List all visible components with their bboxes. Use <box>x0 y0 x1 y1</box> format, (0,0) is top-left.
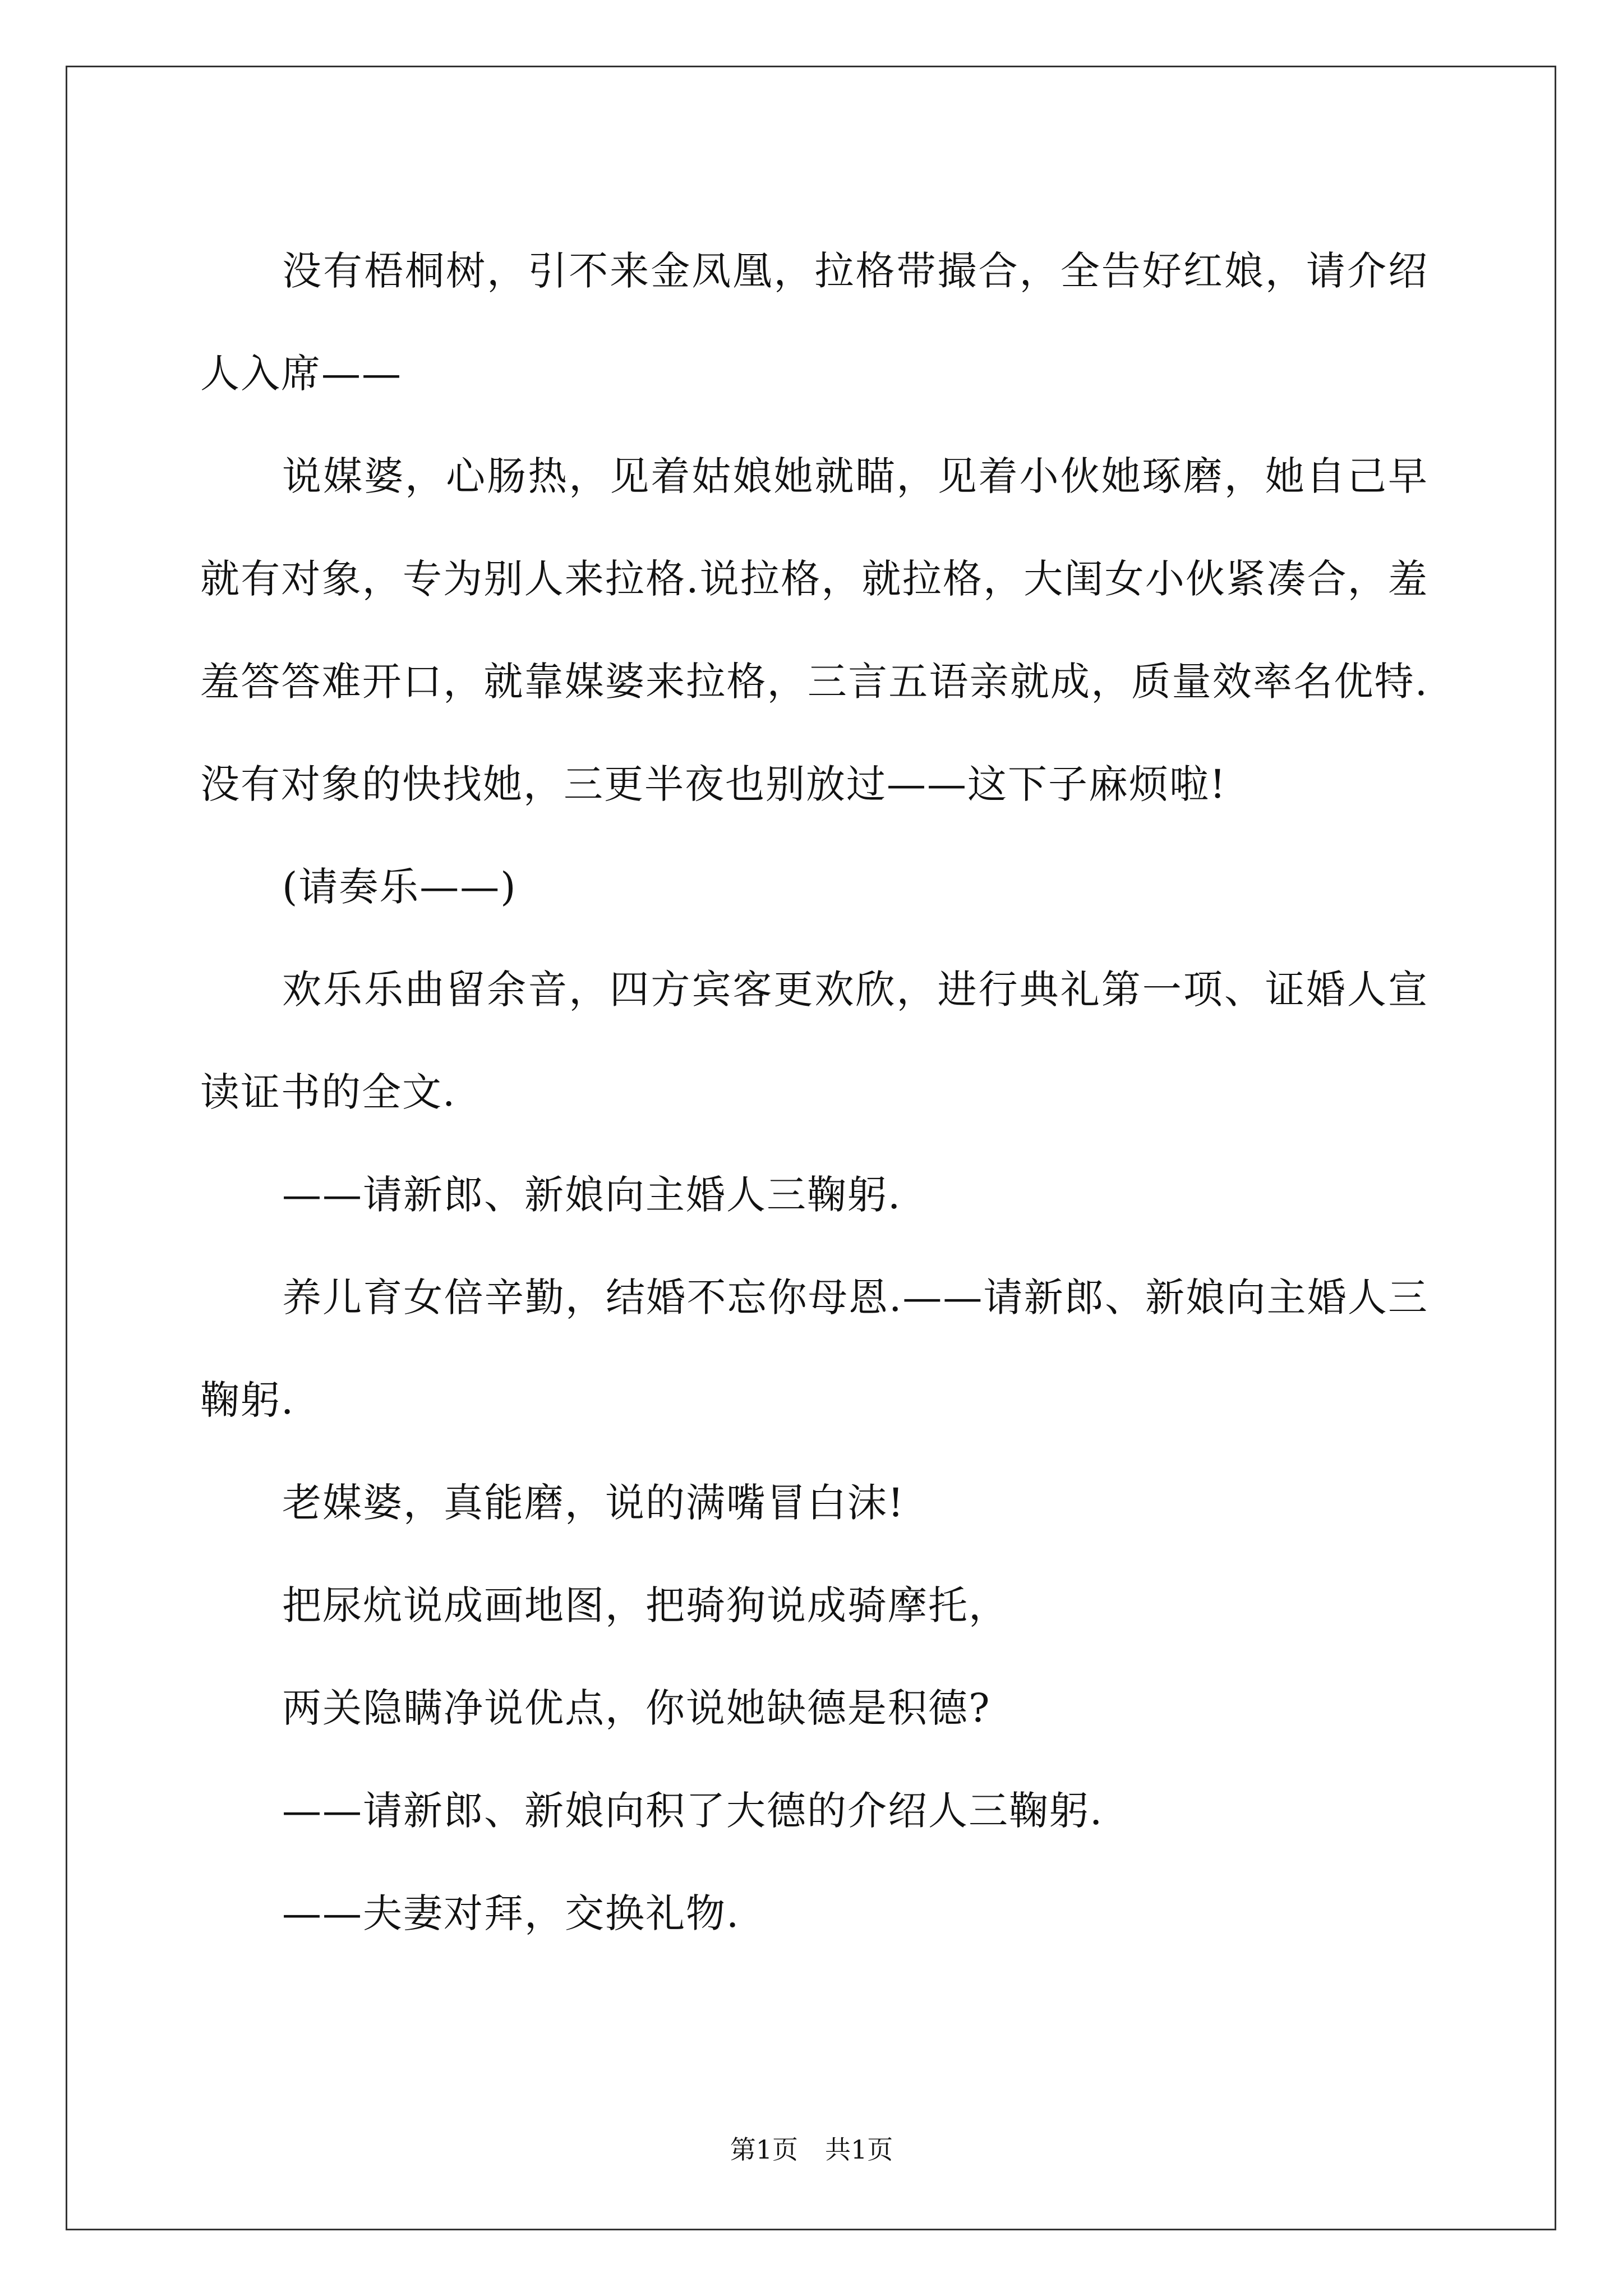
paragraph-2: 说媒婆，心肠热，见着姑娘她就瞄，见着小伙她琢磨，她自己早就有对象，专为别人来拉格.说拉格，就拉格，大闺女小伙紧凑合，羞羞答答难开口，就靠媒婆来拉格，三言五语亲就成，质量效率名优特.没有对象的快找她，三更半夜也别放过——这下子麻烦啦! <box>200 453 1428 807</box>
paragraph-4: 欢乐乐曲留余音，四方宾客更欢欣，进行典礼第一项、证婚人宣读证书的全文. <box>200 967 1428 1115</box>
paragraph-5: ——请新郎、新娘向主婚人三鞠躬. <box>282 1172 902 1218</box>
document-body <box>200 220 1428 1965</box>
paragraph-6: 养儿育女倍辛勤，结婚不忘你母恩.——请新郎、新娘向主婚人三鞠躬. <box>200 1274 1428 1423</box>
paragraph-8: 把尿炕说成画地图，把骑狗说成骑摩托， <box>282 1582 1009 1628</box>
page-number-current: 第1页 <box>730 2134 798 2165</box>
paragraph-7: 老媒婆，真能磨，说的满嘴冒白沫! <box>282 1480 905 1526</box>
paragraph-3: (请奏乐——) <box>282 864 517 910</box>
paragraph-11: ——夫妻对拜，交换礼物. <box>282 1890 740 1936</box>
paragraph-1: 没有梧桐树，引不来金凤凰，拉格带撮合，全告好红娘，请介绍人入席—— <box>200 248 1428 397</box>
paragraph-9: 两关隐瞒净说优点，你说她缺德是积德? <box>282 1685 991 1731</box>
page-footer <box>0 2133 1623 2166</box>
paragraph-10: ——请新郎、新娘向积了大德的介绍人三鞠躬. <box>282 1788 1104 1834</box>
page-number-total: 共1页 <box>825 2134 893 2165</box>
